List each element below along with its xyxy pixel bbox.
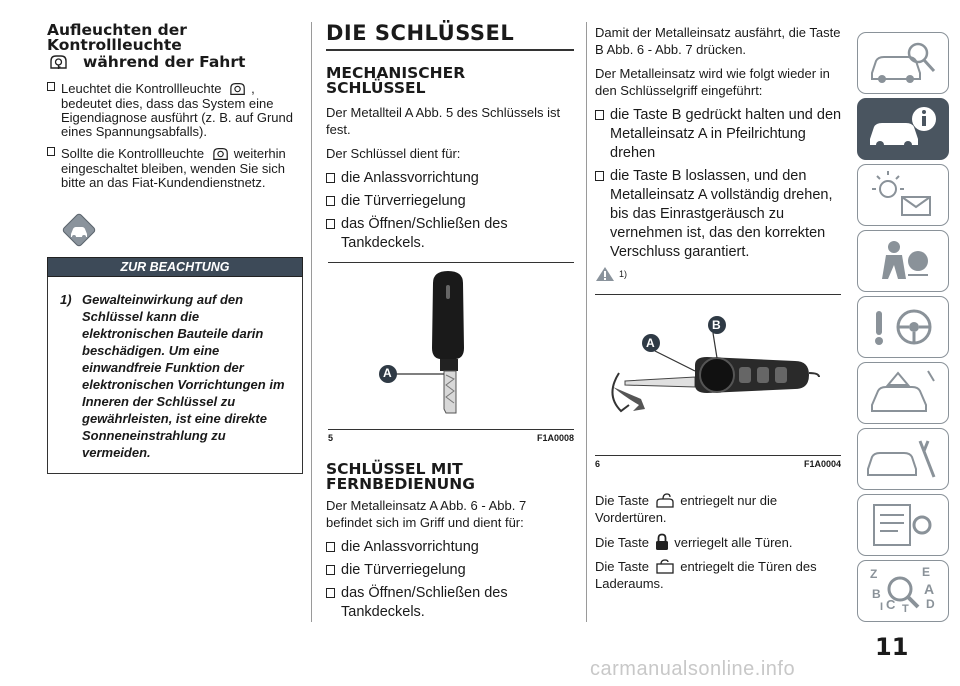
page-number: 11 [875,633,909,661]
column-divider [586,22,587,622]
warning-sign-icon [59,210,99,250]
text: die Taste B loslassen, und den Metalleinsatz A vollständig drehen, bis das Einrastgeräusch zu vernehmen ist, das den korrekten Verschluss garantiert. [610,168,833,260]
note-text: Gewalteinwirkung auf den Schlüssel kann die elektronischen Bauteile darin beschädigen. Um eine einwandfreie Funktion der elektronischen Vorrichtungen im Inneren der Schlüssel zu gewährleisten, ist eine direkte Sonneneinstrahlung zu vermeiden. [82,292,285,460]
watermark: carmanualsonline.info [590,658,796,680]
index-letter: I [880,601,884,613]
tab-car-service[interactable] [857,428,949,490]
chapter-sidebar [857,0,951,620]
column-divider [311,22,312,622]
warning-title-bar: ZUR BEACHTUNG [47,257,303,277]
warning-lights-icon [858,165,947,224]
index-letter: T [902,603,909,615]
index-letter: B [872,587,881,601]
paragraph [595,492,841,526]
list-item [595,106,843,163]
note-ref-number: 1) [619,269,628,279]
specs-list-icon [858,495,947,554]
section-heading [47,23,303,71]
subsection-heading [326,66,576,96]
text: entriegelt die Türen des Laderaums. [595,559,817,591]
figure-code: F1A0004 [803,459,841,469]
text: eingeschaltet bleiben, wenden Sie sich bitte an das Fiat-Kundendienstnetz. [61,161,286,190]
text: Leuchtet die Kontrollleuchte [61,81,222,96]
note-reference [595,266,843,282]
text: das Öffnen/Schließen des Tankdeckels. [341,585,508,620]
figure-code: F1A0008 [536,433,574,443]
car-search-icon [858,33,947,92]
index-letter: Z [870,567,878,581]
warning-text [60,291,294,461]
text: die Türverriegelung [341,193,466,209]
middle-column [326,0,576,620]
figure-6 [595,294,841,469]
heading-line: SCHLÜSSEL MIT [326,460,463,478]
paragraph: Der Metalleinsatz wird wie folgt wieder in den Schlüsselgriff eingeführt: [595,66,830,98]
paragraph: Der Metalleinsatz A Abb. 6 - Abb. 7 befindet sich im Griff und dient für: [326,498,527,530]
list-item [595,167,843,262]
list-item [326,215,576,253]
car-info-icon [858,99,947,158]
text: Sollte die Kontrollleuchte [61,146,205,161]
airbag-person-icon [858,231,947,290]
tab-steering-wheel[interactable] [857,296,949,358]
tab-warning-lights[interactable] [857,164,949,226]
heading-line: Aufleuchten der [47,21,187,39]
checkbox-bullet-icon [326,219,335,229]
list-item [47,81,303,139]
paragraph: Damit der Metalleinsatz ausfährt, die Taste B Abb. 6 - Abb. 7 drücken. [595,25,841,57]
checkbox-bullet-icon [326,196,335,206]
text: das Öffnen/Schließen des Tankdeckels. [341,216,508,251]
text: verriegelt alle Türen. [674,535,793,550]
unlock-cargo-icon [655,559,675,575]
list-item [326,584,576,622]
paragraph: Der Schlüssel dient für: [326,146,461,161]
paragraph: Der Metallteil A Abb. 5 des Schlüssels ist fest. [326,105,561,137]
checkbox-bullet-icon [47,147,55,156]
text: Die Taste [595,493,649,508]
list-item [326,561,576,580]
list-item [326,538,576,557]
checkbox-bullet-icon [595,110,604,120]
right-column [595,0,843,591]
car-breakdown-icon [858,363,947,422]
list-item [326,192,576,211]
checkbox-bullet-icon [326,588,335,598]
text: weiterhin [233,146,286,161]
left-column [47,0,303,460]
list [326,169,576,253]
text: bedeutet dies, dass das System eine Eigendiagnose ausführt (z. B. auf Grund eines Spannungsabfalls). [61,96,293,139]
text: die Anlassvorrichtung [341,539,479,555]
heading-line: MECHANISCHER [326,64,466,82]
key-warning-icon [227,81,249,97]
index-letter: A [924,581,935,597]
tab-car-info[interactable] [857,98,949,160]
heading-line: Kontrollleuchte [47,36,182,54]
lock-icon [655,533,669,551]
paragraph [595,558,841,592]
tab-airbag-person[interactable] [857,230,949,292]
key-warning-icon [47,53,71,71]
checkbox-bullet-icon [47,82,55,91]
paragraph [595,533,841,551]
tab-alphabet-index[interactable] [857,560,949,622]
text: Die Taste [595,535,649,550]
car-service-icon [858,429,947,488]
tab-car-search[interactable] [857,32,949,94]
steering-wheel-icon [858,297,947,356]
warning-triangle-icon [595,266,615,282]
checkbox-bullet-icon [595,171,604,181]
figure-number: 5 [328,433,334,443]
note-number: 1) [60,292,72,307]
index-letter: C [886,597,896,612]
checkbox-bullet-icon [326,542,335,552]
list-item [326,169,576,188]
figure-callout-b: B [712,318,721,332]
tab-car-breakdown[interactable] [857,362,949,424]
text: entriegelt nur die Vordertüren. [595,493,778,525]
figure-callout-a: A [646,336,655,350]
text: die Türverriegelung [341,562,466,578]
heading-line: während der Fahrt [83,52,246,71]
text: die Anlassvorrichtung [341,170,479,186]
heading-line: FERNBEDIENUNG [326,475,475,493]
warning-box [47,277,303,474]
list-item [47,146,303,190]
text: , [251,81,255,96]
text: Die Taste [595,559,649,574]
index-letter: E [922,565,931,579]
figure-callout-a: A [383,366,392,380]
checkbox-bullet-icon [326,173,335,183]
checkbox-bullet-icon [326,565,335,575]
subsection-heading [326,462,475,492]
title-rule [326,49,574,51]
figure-number: 6 [595,459,601,469]
figure-5 [328,262,574,443]
key-warning-icon [210,146,232,162]
page-title: DIE SCHLÜSSEL [326,21,515,45]
heading-line: SCHLÜSSEL [326,79,426,97]
index-letter: D [926,597,935,611]
tab-specs-list[interactable] [857,494,949,556]
text: die Taste B gedrückt halten und den Metalleinsatz A in Pfeilrichtung drehen [610,107,842,161]
unlock-front-doors-icon [655,493,675,509]
mechanical-key-illustration [328,263,574,429]
